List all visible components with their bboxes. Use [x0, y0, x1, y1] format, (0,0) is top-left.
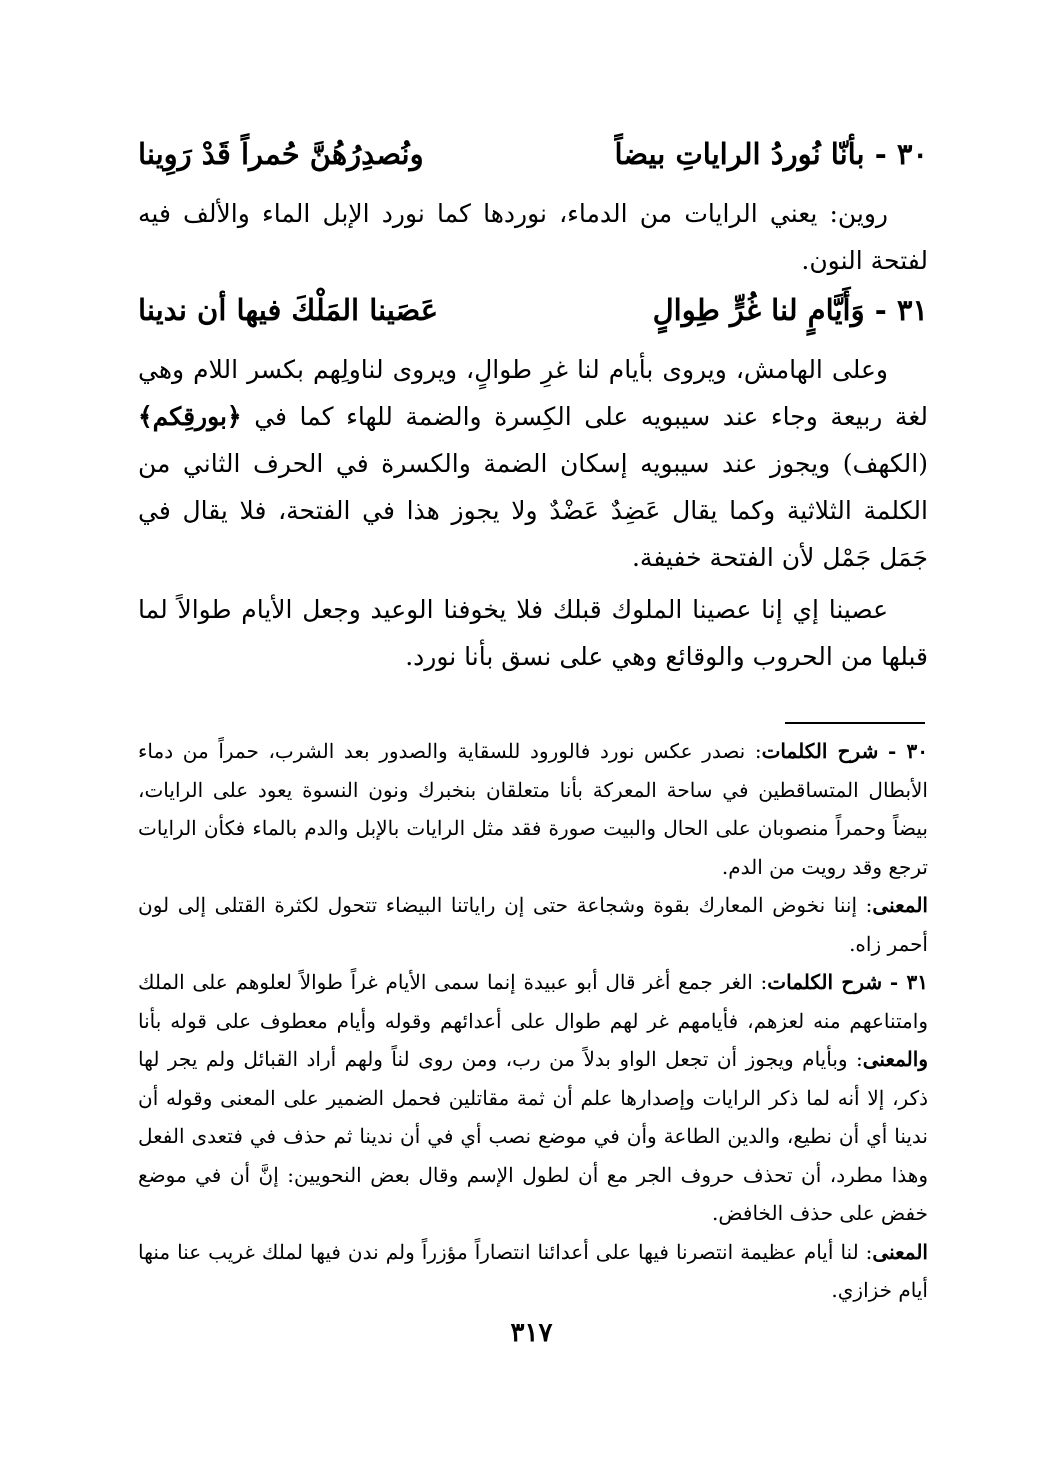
verse-31-second-half: عَصَينا المَلْكَ فيها أن ندينا — [138, 293, 438, 327]
footnotes — [138, 732, 928, 1310]
footnote-31-meaning: المعنى: لنا أيام عظيمة انتصرنا فيها على أعدائنا انتصاراً مؤزراً ولم ندن فيها لملك غريب عنا منها أيام خزازي. — [138, 1239, 928, 1302]
verse-30-number: ٣٠ - — [874, 137, 928, 171]
commentary-30: روين: يعني الرايات من الدماء، نوردها كما نورد الإبل الماء والألف فيه لفتحة النون. — [138, 199, 928, 275]
footnote-31-words: ٣١ - شرح الكلمات: الغر جمع أغر قال أبو عبيدة إنما سمى الأيام غراً طوالاً لعلوهم على الملك وامتناعهم منه لعزهم، فأيامهم غر لهم طوال على أعدائهم وقوله وأيام معطوف على قوله بأنا والمعنى: وبأيام ويجوز أن تجعل الواو بدلاً من رب، ومن روى لناً ولهم أراد القبائل ولم يجر لها ذكر، إلا أنه لما ذكر الرايات وإصدارها علم أن ثمة مقاتلين فحمل الضمير على المعنى وقوله أن ندينا أي أن نطيع، والدين الطاعة وأن في موضع نصب أي في أن ندينا ثم حذف في فتعدى الفعل وهذا مطرد، أن تحذف حروف الجر مع أن لطول الإسم وقال بعض النحويين: إنَّ أن في موضع خفض على حذف الخافض. — [138, 970, 929, 1225]
page-number: ٣١٧ — [510, 1318, 553, 1348]
verse-30-second-half: ونُصدِرُهُنَّ حُمراً قَدْ رَوِينا — [138, 137, 424, 171]
commentary-31-a: وعلى الهامش، ويروى بأيام لنا غرِ طوالٍ، ويروى لناولِهم بكسر اللام وهي لغة ربيعة وجاء عند سيبويه على الكِسرة والضمة للهاء كما في ﴿بورقِكم﴾ (الكهف) ويجوز عند سيبويه إسكان الضمة والكسرة في الحرف الثاني من الكلمة الثلاثية وكما يقال عَضِدٌ عَضْدٌ ولا يجوز هذا في الفتحة، فلا يقال في جَمَل جَمْل لأن الفتحة خفيفة. — [138, 355, 928, 572]
verse-31-number: ٣١ - — [874, 293, 928, 327]
commentary-31-b: عصينا إي إنا عصينا الملوك قبلك فلا يخوفنا الوعيد وجعل الأيام طوالاً لما قبلها من الحروب والوقائع وهي على نسق بأنا نورد. — [138, 595, 928, 671]
verse-30-first-half: ٣٠ - بأنّا نُوردُ الراياتِ بيضاً — [614, 137, 928, 171]
verse-31-first-half: ٣١ - وَأَيَّامٍ لنا غُرٍّ طِوالٍ — [652, 293, 928, 327]
footnote-separator — [785, 722, 925, 724]
footnote-30-meaning: المعنى: إننا نخوض المعارك بقوة وشجاعة حتى إن راياتنا البيضاء تتحول لكثرة القتلى إلى لون أحمر زاه. — [138, 893, 928, 956]
quran-quote: ﴿بورقِكم﴾ — [138, 402, 242, 431]
verse-31 — [138, 292, 928, 328]
verse-30 — [138, 136, 928, 172]
footnote-30-words: ٣٠ - شرح الكلمات: نصدر عكس نورد فالورود للسقاية والصدور بعد الشرب، حمراً من دماء الأبطال المتساقطين في ساحة المعركة بأنا متعلقان بنخبرك ونون النسوة يعود على الرايات، بيضاً وحمراً منصوبان على الحال والبيت صورة فقد مثل الرايات بالإبل والدم بالماء فكأن الرايات ترجع وقد رويت من الدم. — [138, 739, 929, 879]
